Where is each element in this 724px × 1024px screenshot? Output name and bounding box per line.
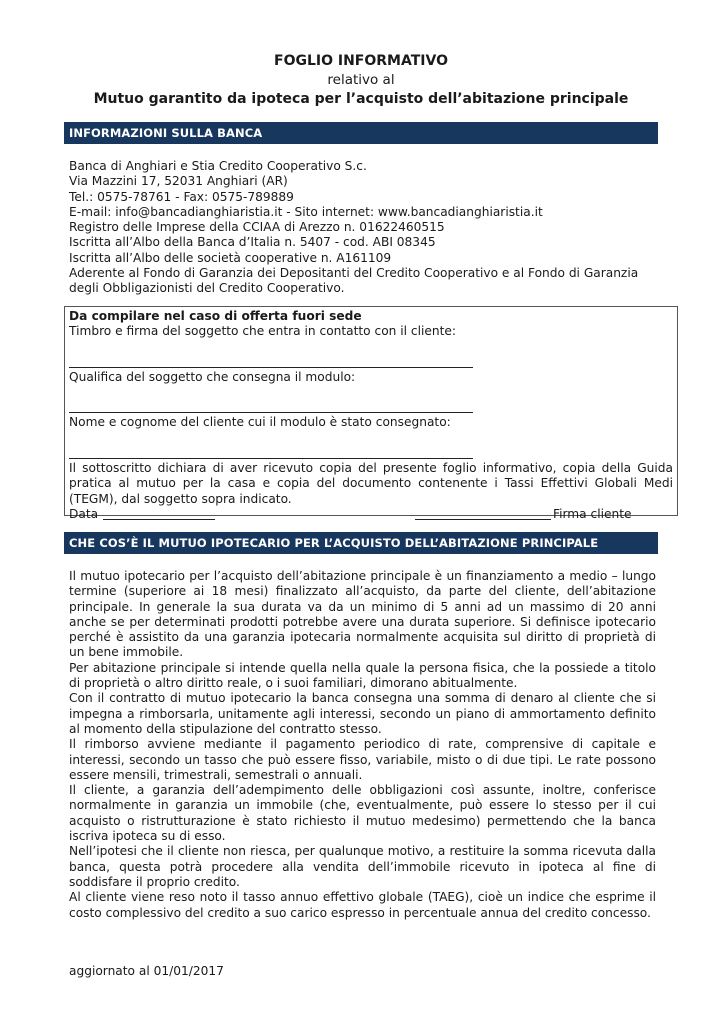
body-line: anche se per determinati prodotti potrebbe avere una durata superiore. Si definisce ipotecario (69, 614, 656, 629)
dichiarazione-line: pratica al mutuo per la casa e copia del documento contenente i Tassi Effettivi Globali Medi (69, 476, 673, 491)
section-header-mutuo: CHE COS’È IL MUTUO IPOTECARIO PER L’ACQUISTO DELL’ABITAZIONE PRINCIPALE (64, 532, 658, 554)
body-line: Il cliente, a garanzia dell’adempimento delle obbligazioni così assunte, inoltre, conferisce (69, 783, 656, 798)
bank-info-line: Tel.: 0575-78761 - Fax: 0575-789889 (69, 189, 294, 204)
qualifica-field[interactable] (69, 400, 473, 413)
mutuo-description (69, 569, 656, 921)
body-line: impegna a rimborsarla, unitamente agli interessi, secondo un piano di ammortamento definito (69, 706, 656, 721)
bank-info-line: Aderente al Fondo di Garanzia dei Depositanti del Credito Cooperativo e al Fondo di Garanzia (69, 266, 639, 281)
title-block (60, 52, 662, 109)
data-label: Data (69, 506, 99, 521)
spacer (69, 385, 673, 400)
section-header-bank: INFORMAZIONI SULLA BANCA (64, 122, 658, 144)
body-line: acquisto o ristrutturazione è stato richiesto il mutuo medesimo) permettendo che la banca (69, 813, 656, 828)
body-line: Il rimborso avviene mediante il pagamento periodico di rate, comprensive di capitale e (69, 737, 656, 752)
body-line: Nell’ipotesi che il cliente non riesca, per qualunque motivo, a restituire la somma ricevuta dalla (69, 844, 656, 859)
data-field[interactable] (103, 519, 215, 520)
body-line: Per abitazione principale si intende quella nella quale la persona fisica, che la possiede a titolo (69, 660, 656, 675)
body-line: banca, questa potrà procedere alla vendita dell’immobile ricevuto in ipoteca al fine di (69, 859, 656, 874)
body-line: termine (superiore ai 18 mesi) finalizzato all’acquisto, da parte del cliente, dell’abitazione (69, 584, 656, 599)
timbro-label: Timbro e firma del soggetto che entra in contatto con il cliente: (69, 324, 456, 339)
body-line: perché è assistito da una garanzia ipotecaria normalmente acquisita sul diritto di proprietà di (69, 630, 656, 645)
update-date: aggiornato al 01/01/2017 (69, 964, 224, 978)
nome-cliente-field[interactable] (69, 446, 473, 459)
bank-info-line: Via Mazzini 17, 52031 Anghiari (AR) (69, 174, 288, 189)
bank-info-line: Iscritta all’Albo della Banca d’Italia n. 5407 - cod. ABI 08345 (69, 235, 436, 250)
body-line: soddisfare il proprio credito. (69, 874, 240, 889)
firma-cliente-label: Firma cliente (553, 506, 632, 521)
document-subject: Mutuo garantito da ipoteca per l’acquisto dell’abitazione principale (93, 91, 629, 107)
bank-info-line: Iscritta all’Albo delle società cooperative n. A161109 (69, 250, 392, 265)
dichiarazione-line: (TEGM), dal soggetto sopra indicato. (69, 491, 292, 506)
data-firma-row (69, 507, 673, 522)
document-subtitle: relativo al (327, 72, 395, 88)
body-line: Il mutuo ipotecario per l’acquisto dell’abitazione principale è un finanziamento a medio – lungo (69, 569, 656, 583)
body-line: Al cliente viene reso noto il tasso annuo effettivo globale (TAEG), cioè un indice che esprime il (69, 890, 656, 905)
bank-info-line: Registro delle Imprese della CCIAA di Arezzo n. 01622460515 (69, 220, 445, 235)
body-line: normalmente in garanzia un immobile (che, eventualmente, può essere lo stesso per il cui (69, 798, 656, 813)
spacer (69, 431, 673, 446)
body-line: di proprietà o altro diritto reale, o i suoi familiari, dimorano abitualmente. (69, 676, 518, 691)
bank-info (69, 159, 638, 297)
offerta-heading: Da compilare nel caso di offerta fuori sede (69, 309, 362, 323)
dichiarazione-line: Il sottoscritto dichiara di aver ricevuto copia del presente foglio informativo, copia della Guida (69, 461, 673, 476)
spacer (69, 340, 673, 355)
offerta-fuori-sede-box (64, 306, 678, 521)
body-line: al momento della stipulazione del contratto stesso. (69, 721, 382, 736)
offerta-content (69, 309, 673, 522)
document-title: FOGLIO INFORMATIVO (274, 53, 448, 69)
body-line: un bene immobile. (69, 645, 184, 660)
bank-info-line: E-mail: info@bancadianghiaristia.it - Sito internet: www.bancadianghiaristia.it (69, 204, 543, 219)
body-line: principale. In generale la sua durata va da un minimo di 5 anni ad un massimo di 20 anni (69, 599, 656, 614)
body-line: interessi, secondo un tasso che può essere fisso, variabile, misto o di due tipi. Le rate possono (69, 752, 656, 767)
body-line: Con il contratto di mutuo ipotecario la banca consegna una somma di denaro al cliente che si (69, 691, 656, 706)
bank-info-line: Banca di Anghiari e Stia Credito Cooperativo S.c. (69, 159, 367, 173)
body-line: iscriva ipoteca su di esso. (69, 829, 226, 844)
timbro-signature-field[interactable] (69, 355, 473, 368)
body-line: costo complessivo del credito a suo carico espresso in percentuale annua del credito concesso. (69, 905, 651, 920)
firma-cliente-field[interactable] (415, 519, 551, 520)
bank-info-line: degli Obbligazionisti del Credito Cooperativo. (69, 281, 345, 296)
qualifica-label: Qualifica del soggetto che consegna il modulo: (69, 369, 356, 384)
nome-cliente-label: Nome e cognome del cliente cui il modulo è stato consegnato: (69, 415, 451, 430)
body-line: essere mensili, trimestrali, semestrali o annuali. (69, 767, 363, 782)
